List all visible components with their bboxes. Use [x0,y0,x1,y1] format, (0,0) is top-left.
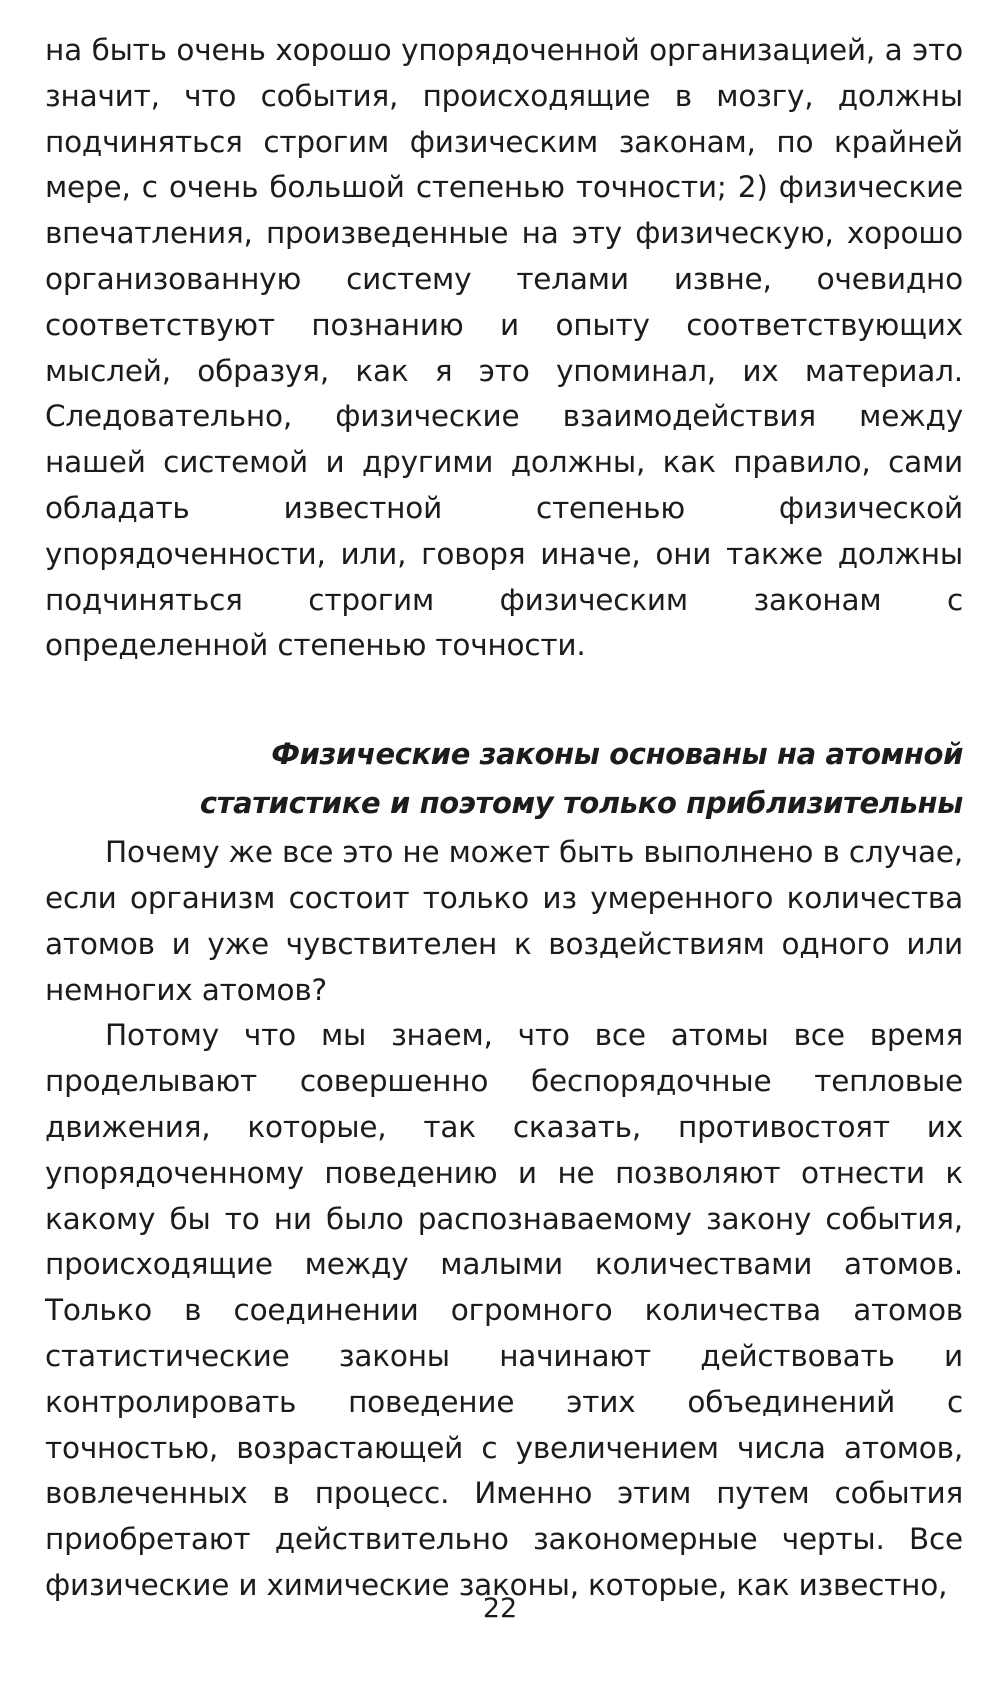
section-heading-line-1: Физические законы основаны на атомной [271,737,963,772]
paragraph-question: Почему же все это не может быть выполнено в случае, если организм состоит только из умеренного количества атомов и уже чувствителен к воздействиям одного или немногих атомов? [45,835,963,1007]
paragraph-continuation: на быть очень хорошо упорядоченной организацией, а это значит, что события, происходящие в мозгу, должны подчиняться строгим физическим законам, по крайней мере, с очень большой степенью точности; 2) физические впечатления, произведенные на эту физическую, хорошо организованную систему телами извне, очевидно соответствуют познанию и опыту соответствующих мыслей, образуя, как я это упоминал, их материал. Следовательно, физические взаимодействия между нашей системой и другими должны, как правило, сами обладать известной степенью физической упорядоченности, или, говоря иначе, они также должны подчиняться строгим физическим законам с определенной степенью точности. [45,33,963,663]
section-heading [45,730,963,828]
page-number: 22 [482,1593,518,1624]
paragraph-answer: Потому что мы знаем, что все атомы все время проделывают совершенно беспорядочные тепловые движения, которые, так сказать, противостоят их упорядоченному поведению и не позволяют отнести к какому бы то ни было распознаваемому закону события, происходящие между малыми количествами атомов. Только в соединении огромного количества атомов статистические законы начинают действовать и контролировать поведение этих объединений с точностью, возрастающей с увеличением числа атомов, вовлеченных в процесс. Именно этим путем события приобретают действительно закономерные черты. Все физические и химические законы, которые, как известно, [45,1018,963,1602]
section-heading-line-2: статистике и поэтому только приблизительны [199,786,963,821]
book-page [45,28,963,1609]
